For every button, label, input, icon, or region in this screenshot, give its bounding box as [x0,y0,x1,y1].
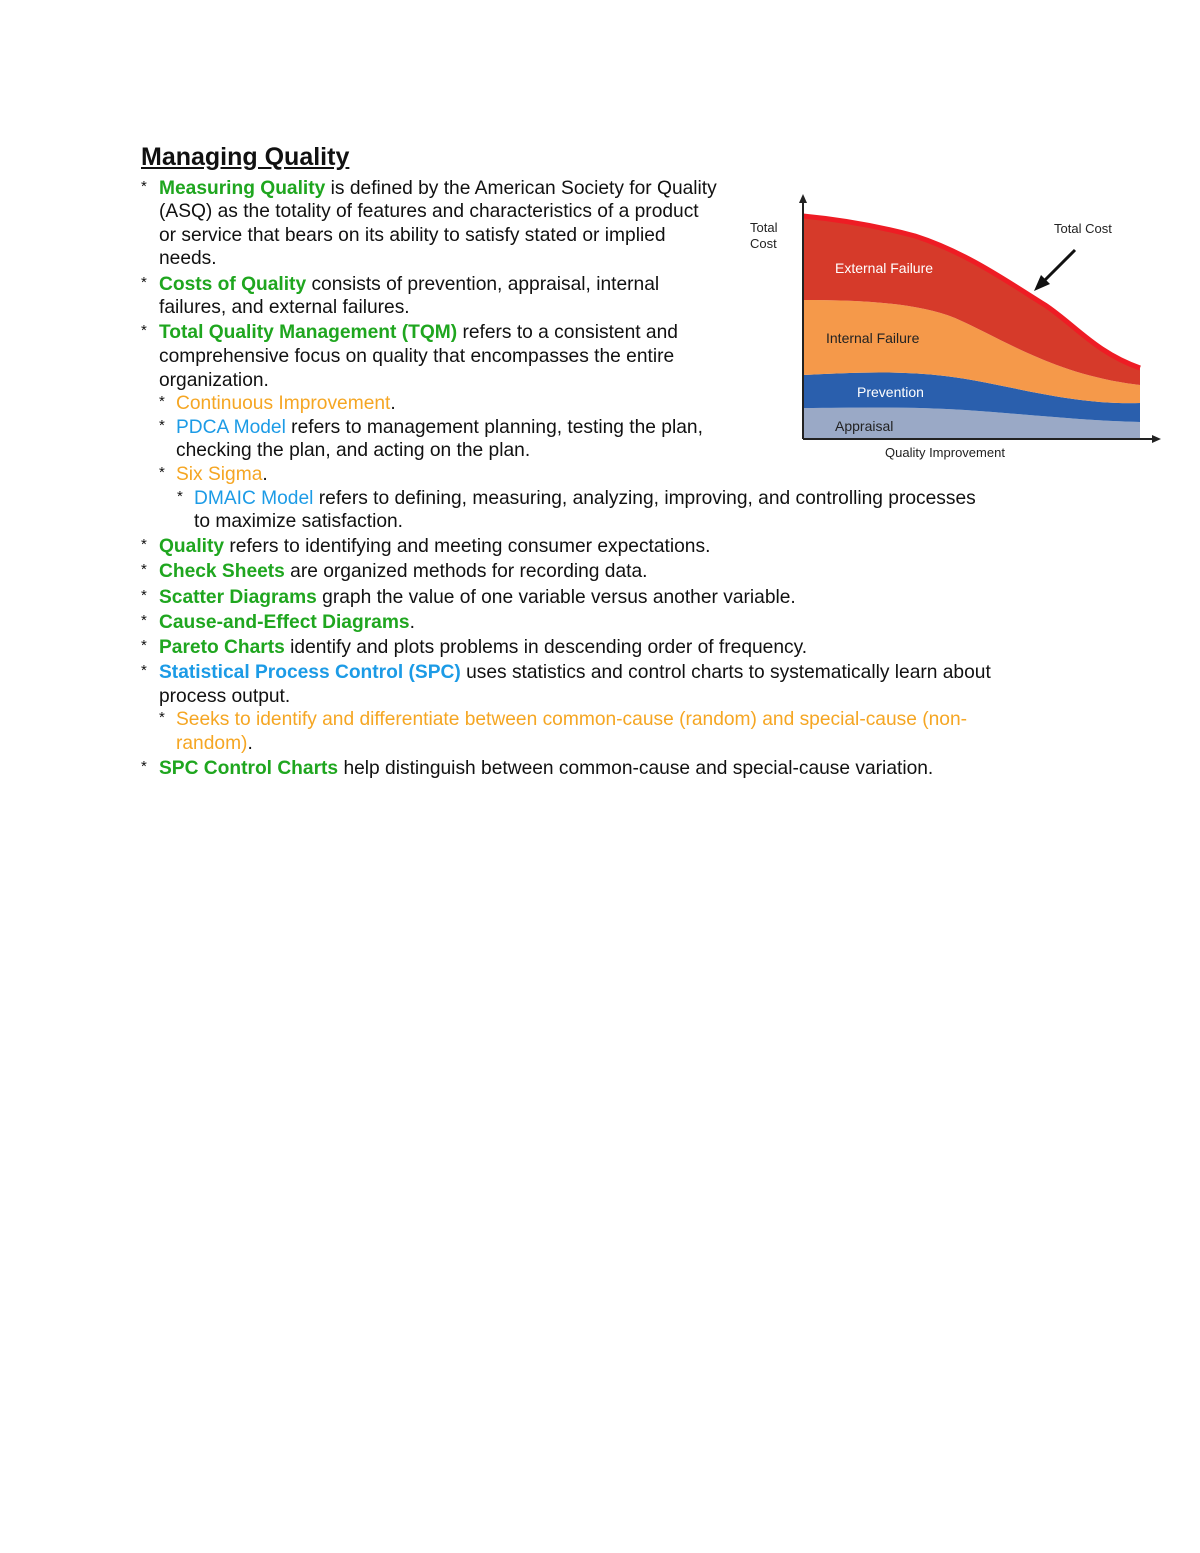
list-item [141,661,1061,708]
definition-text: . [409,611,415,633]
definition-text: refers to identifying and meeting consumer expectations. [224,536,711,558]
total-cost-pointer [1043,250,1075,282]
bullet-marker: * [159,709,165,727]
cost-of-quality-figure [745,190,1165,465]
y-axis-label-line2: Cost [750,236,777,251]
term-measuring-quality: Measuring Quality [159,177,326,199]
term-tqm: Total Quality Management (TQM) [159,322,458,344]
bullet-marker: * [141,611,147,629]
y-axis-arrow-icon [799,194,807,203]
term-pareto-charts: Pareto Charts [159,637,285,659]
bullet-marker: * [141,536,147,554]
bullet-marker: * [141,561,147,579]
list-item [141,757,1061,781]
prevention-label: Prevention [857,384,924,400]
x-axis-label: Quality Improvement [885,445,1005,460]
definition-text: refers to defining, measuring, analyzing, improving, and controlling processes to maximize satisfaction. [194,487,976,533]
bullet-marker: * [177,487,183,505]
list-item [141,586,1061,610]
bullet-marker: * [141,177,147,195]
definition-text: refers to management planning, testing the plan, checking the plan, and acting on the plan. [176,416,703,462]
definition-text: . [247,733,253,754]
bullet-marker: * [141,273,147,291]
list-item [141,463,1061,487]
list-item [141,487,1061,534]
appraisal-label: Appraisal [835,418,894,434]
term-costs-of-quality: Costs of Quality [159,273,307,295]
list-item [141,611,1061,635]
term-cause-and-effect: Cause-and-Effect Diagrams [159,611,410,633]
definition-text: refers to a consistent and comprehensive focus on quality that encompasses the entire organization. [159,322,678,391]
list-item [141,535,1061,559]
bullet-marker: * [141,758,147,776]
term-continuous-improvement: Continuous Improvement [176,393,391,415]
definition-text: consists of prevention, appraisal, internal failures, and external failures. [159,273,660,319]
x-axis-arrow-icon [1152,435,1161,443]
term-scatter-diagrams: Scatter Diagrams [159,586,317,608]
term-dmaic-model: DMAIC Model [194,487,314,509]
bullet-marker: * [159,416,165,434]
term-check-sheets: Check Sheets [159,561,285,583]
internal-failure-label: Internal Failure [826,330,920,346]
bullet-marker: * [141,586,147,604]
term-six-sigma: Six Sigma [176,463,263,485]
term-spc-control-charts: SPC Control Charts [159,758,339,780]
external-failure-label: External Failure [835,260,934,276]
bullet-marker: * [141,662,147,680]
y-axis-label-line1: Total [750,220,778,235]
definition-text: help distinguish between common-cause and special-cause variation. [338,758,934,780]
list-item [141,560,1061,584]
cost-of-quality-diagram [745,190,1165,465]
list-item [141,636,1061,660]
definition-text: . [390,393,396,415]
definition-text: is defined by the American Society for Quality (ASQ) as the totality of features and characteristics of a product or service that bears on its ability to satisfy stated or implied needs. [159,177,717,270]
term-pdca-model: PDCA Model [176,416,286,438]
term-common-special-cause: Seeks to identify and differentiate between common-cause (random) and special-cause (non-random) [176,709,968,754]
definition-text: uses statistics and control charts to systematically learn about process output. [159,662,991,707]
definition-text: graph the value of one variable versus another variable. [316,586,796,608]
bullet-marker: * [141,637,147,655]
list-item [141,708,1061,755]
definition-text: are organized methods for recording data. [284,561,648,583]
definition-text: . [262,463,268,485]
bullet-marker: * [159,393,165,411]
page-title: Managing Quality [141,143,350,171]
definition-text: identify and plots problems in descending order of frequency. [284,637,808,659]
bullet-marker: * [159,463,165,481]
term-spc: Statistical Process Control (SPC) [159,662,461,684]
total-cost-label: Total Cost [1054,221,1112,236]
term-quality: Quality [159,536,225,558]
bullet-marker: * [141,322,147,340]
